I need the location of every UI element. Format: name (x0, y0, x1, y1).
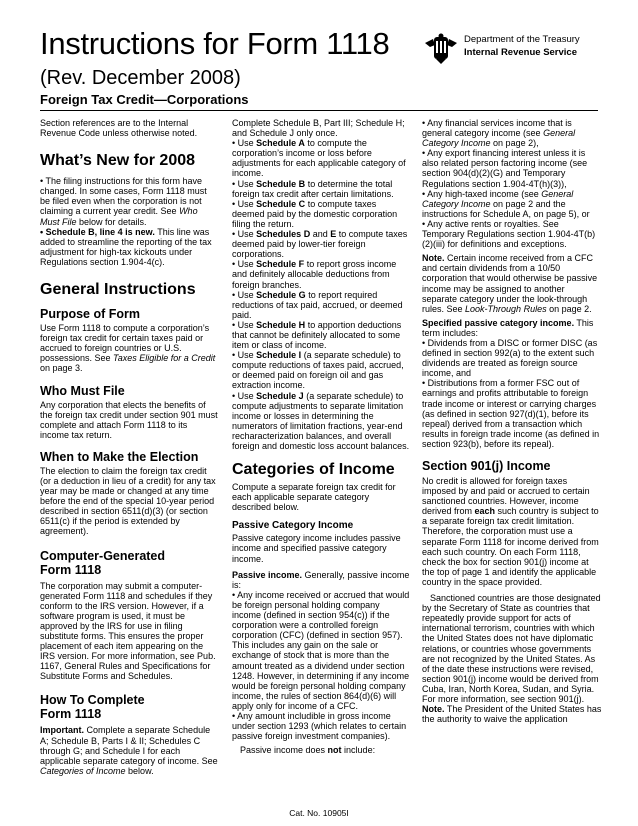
text-segment: • Use (232, 198, 257, 209)
text-segment: and (310, 229, 331, 240)
column-left (40, 118, 218, 776)
text-segment: • Use (232, 350, 257, 361)
schedule-name: Schedule B (256, 178, 306, 189)
text-segment: below for details. (76, 216, 147, 227)
text-segment: Certain income received from a CFC and certain dividends from a 10/50 corporation that would otherwise be passive income may be assigned to another separate category under the look-through rules. See (422, 253, 598, 314)
schedule-bullet-7 (232, 320, 410, 350)
text-segment: • Use (232, 178, 257, 189)
intro-paragraph: Section references are to the Internal Revenue Code unless otherwise noted. (40, 118, 198, 139)
schedule-name: Schedules D (256, 229, 311, 240)
text-segment: • Use (232, 229, 257, 240)
when-election-paragraph: The election to claim the foreign tax credit (or a deduction in lieu of a credit) for any tax year may be made or changed at any time before the end of the special 10-year period described in section 6511(d)(3) (or section 6511(c) if the period is extended by agreement). (40, 465, 216, 537)
schedule-intro-paragraph: Complete Schedule B, Part III; Schedule H; and Schedule J only once. (232, 118, 405, 139)
text-segment: to compute taxes deemed paid by lower-tier foreign corporations. (232, 229, 408, 260)
text-segment: • The filing instructions for this form have changed. In some cases, Form 1118 must be filed even when the corporation is not claiming a current year credit. See (40, 176, 207, 217)
text-segment: • Use (232, 390, 257, 401)
department-name: Department of the Treasury (464, 34, 580, 45)
schedule-name: Schedule C (256, 198, 306, 209)
bold-lead: Important. (40, 725, 84, 736)
passive-category-paragraph: Passive category income includes passive income and specified passive category income. (232, 533, 401, 564)
italic-reference: Who Must File (40, 206, 198, 227)
computer-generated-paragraph: The corporation may submit a computer-generated Form 1118 and schedules if they conform to the IRS version. However, if a software program is used, it must be approved by the IRS for use in filing substitute forms. This ensures the proper placement of each item appearing on the IRS version. For more information, see Pub. 1167, General Rules and Specifications for Substitute Forms and Schedules. (40, 580, 216, 682)
section-901j-heading: Section 901(j) Income (422, 459, 551, 473)
catalog-number: Cat. No. 10905I (289, 808, 349, 818)
bold-lead: Specified passive category income. (422, 317, 575, 328)
exclusion-bullet-2: • Any export financing interest unless it is also related person factoring income (see section 904(d)(2)(G) and Temporary Regulations section 1.904-4T(h)(3)), (422, 148, 588, 189)
purpose-heading: Purpose of Form (40, 307, 141, 322)
text-segment: This line was added to streamline the reporting of the tax adjustment for high-tax kickouts under Regulations section 1.904-4(c). (40, 226, 212, 267)
whats-new-paragraph-1 (40, 176, 218, 226)
bold-lead: Note. (422, 253, 445, 264)
text-segment: such country is subject to a separate foreign tax credit limitation. Therefore, the corporation must use a separate Form 1118 for income derived from each such country. On each Form 1118, check the box for section 901(j) income at the top of page 1 and identify the applicable country in the space provided. (422, 506, 599, 587)
how-to-complete-heading-line-2: Form 1118 (40, 707, 102, 722)
bold-lead: Note. (422, 704, 445, 715)
schedule-bullet-list (232, 138, 410, 451)
column-middle (232, 118, 410, 755)
schedule-bullet-2 (232, 179, 410, 199)
schedule-bullet-1 (232, 138, 410, 178)
form-subject: Foreign Tax Credit—Corporations (40, 92, 249, 107)
text-segment: • Any high-taxed income (see (422, 188, 542, 199)
categories-heading: Categories of Income (232, 461, 395, 479)
bold-lead: Passive income. (232, 569, 303, 580)
schedule-bullet-5 (232, 259, 410, 289)
text-segment: • Use (232, 319, 257, 330)
section-901j-paragraph (422, 476, 602, 587)
text-segment: • Any financial services income that is general category income (see (422, 118, 572, 139)
text-segment: (a separate schedule) to compute reductions of taxes paid, accrued, or deemed paid on foreign oil and gas extraction income. (232, 350, 404, 391)
bold-emphasis: not (327, 745, 342, 756)
text-segment: on page 3. (40, 363, 83, 374)
bold-lead: • Schedule B, line 4 is new. (40, 226, 155, 237)
italic-reference: General Category Income (422, 128, 576, 149)
schedule-bullet-8 (232, 350, 410, 390)
bold-emphasis: each (474, 506, 496, 517)
how-to-complete-heading-line-1: How To Complete (40, 693, 145, 708)
specified-passive-paragraph (422, 318, 602, 338)
who-must-file-heading: Who Must File (40, 383, 125, 398)
text-segment: Complete a separate Schedule A; Schedule B, Parts I & II; Schedules C through G; and Schedule I for each applicable separate category of income. See (40, 725, 218, 766)
text-segment: to determine the total foreign tax credit after certain limitations. (232, 178, 394, 199)
categories-paragraph: Compute a separate foreign tax credit for each applicable separate category described below. (232, 482, 396, 513)
whats-new-paragraph-2 (40, 227, 218, 267)
text-segment: on page 2 and the instructions for Schedule A, on page 5), or (422, 198, 590, 219)
text-segment: The President of the United States has the authority to waive the application (422, 704, 602, 725)
text-segment: Passive income does (240, 745, 328, 756)
text-segment: to apportion deductions that cannot be definitely allocated to some item or class of income. (232, 319, 402, 351)
schedule-name: Schedule I (256, 350, 302, 361)
italic-reference: Categories of Income (40, 765, 126, 776)
schedule-name: Schedule F (256, 259, 305, 270)
column-right (422, 118, 602, 724)
agency-name: Internal Revenue Service (464, 47, 577, 58)
schedule-bullet-9 (232, 391, 410, 452)
passive-exclusions-lead (232, 745, 410, 755)
text-segment: on page 2. (546, 303, 592, 314)
text-segment: on page 2), (490, 138, 539, 149)
revision-date: (Rev. December 2008) (40, 67, 241, 89)
computer-generated-heading-line-2: Form 1118 (40, 562, 102, 577)
general-instructions-heading: General Instructions (40, 281, 196, 299)
italic-reference: Taxes Eligible for a Credit (113, 353, 216, 364)
text-segment: This term includes: (422, 317, 594, 338)
irs-eagle-logo-icon (423, 33, 459, 65)
text-segment: to report gross income and definitely allocable deductions from foreign branches. (232, 259, 397, 290)
text-segment: • Use (232, 289, 257, 300)
italic-reference: Look-Through Rules (465, 303, 547, 314)
irs-branding (423, 33, 603, 65)
schedule-bullet-6 (232, 290, 410, 320)
text-segment: • Use (232, 138, 257, 149)
text-segment: Use Form 1118 to compute a corporation’s foreign tax credit for certain taxes paid or accrued to foreign countries or U.S. possessions. See (40, 323, 210, 364)
schedule-bullet-4 (232, 229, 410, 259)
sanctioned-countries-paragraph: Sanctioned countries are those designated by the Secretary of State as countries that repeatedly provide support for acts of international terrorism, countries with which the United States does not have diplomatic relations, or countries whose governments are not recognized by the United States. As of the date these instructions were revised, section 901(j) income would be derived from Cuba, Iran, North Korea, Sudan, and Syria. For more information, see section 901(j). (422, 593, 601, 704)
text-segment: No credit is allowed for foreign taxes imposed by and paid or accrued to certain sanctioned countries. However, income derived from (422, 476, 590, 517)
text-segment: include: (341, 745, 376, 756)
exclusion-bullet-1 (422, 118, 602, 148)
text-segment: to report required reductions of tax paid, accrued, or deemed paid. (232, 289, 403, 320)
text-segment: Generally, passive income is: (232, 569, 410, 590)
schedule-name: E (330, 229, 337, 240)
look-through-note (422, 253, 602, 314)
page-title: Instructions for Form 1118 (40, 26, 390, 61)
specified-bullet-1: • Dividends from a DISC or former DISC (as defined in section 992(a) to the extent such dividends are treated as foreign source income, and (422, 337, 598, 379)
schedule-name: Schedule G (256, 289, 306, 300)
passive-income-paragraph (232, 570, 410, 590)
whats-new-heading: What’s New for 2008 (40, 152, 196, 170)
passive-category-heading: Passive Category Income (232, 520, 354, 532)
header-divider (40, 110, 598, 111)
computer-generated-heading-line-1: Computer-Generated (40, 548, 166, 563)
text-segment: to compute taxes deemed paid by the domestic corporation filing the return. (232, 198, 398, 229)
exclusion-bullet-3 (422, 189, 602, 219)
text-segment: (a separate schedule) to compute adjustments to separate limitation income or losses in determining the numerators of limitation fractions, year-end recharacterization balances, and overall foreign and domestic loss account balances. (232, 390, 410, 451)
purpose-paragraph (40, 323, 218, 373)
how-to-complete-paragraph (40, 725, 218, 775)
italic-reference: General Category Income (422, 188, 574, 209)
schedule-name: Schedule H (256, 319, 306, 330)
text-segment: below. (125, 765, 154, 776)
text-segment: to compute the corporation’s income or loss before adjustments for each applicable category of income. (232, 138, 406, 179)
when-election-heading: When to Make the Election (40, 449, 199, 464)
schedule-bullet-3 (232, 199, 410, 229)
specified-bullet-2: • Distributions from a former FSC out of earnings and profits attributable to foreign trade income or interest or carrying charges (as defined in section 927(d)(1), before its repeal) derived from a transaction which results in foreign trade income (as defined in section 923(b), before its repeal). (422, 378, 600, 449)
schedule-name: Schedule J (256, 390, 304, 401)
passive-bullet-1: • Any income received or accrued that would be foreign personal holding company income (defined in section 954(c)) if the corporation were a controlled foreign corporation (CFC) (defined in section 957). This includes any gain on the sale or exchange of stock that is more than the amount treated as a dividend under section 1248. However, in determining if any income would be foreign personal holding company income, the rules of section 864(d)(6) will apply only for income of a CFC. (232, 589, 410, 711)
schedule-name: Schedule A (256, 138, 305, 149)
exclusion-bullet-4: • Any active rents or royalties. See Temporary Regulations section 1.904-4T(b)(2)(iii) for definitions and exceptions. (422, 218, 596, 250)
presidential-waiver-note (422, 704, 602, 724)
passive-bullet-2: • Any amount includible in gross income under section 1293 (which relates to certain passive foreign investment companies). (232, 710, 407, 742)
who-must-file-paragraph: Any corporation that elects the benefits of the foreign tax credit under section 901 must complete and attach Form 1118 to its income tax return. (40, 399, 218, 440)
text-segment: • Use (232, 259, 257, 270)
